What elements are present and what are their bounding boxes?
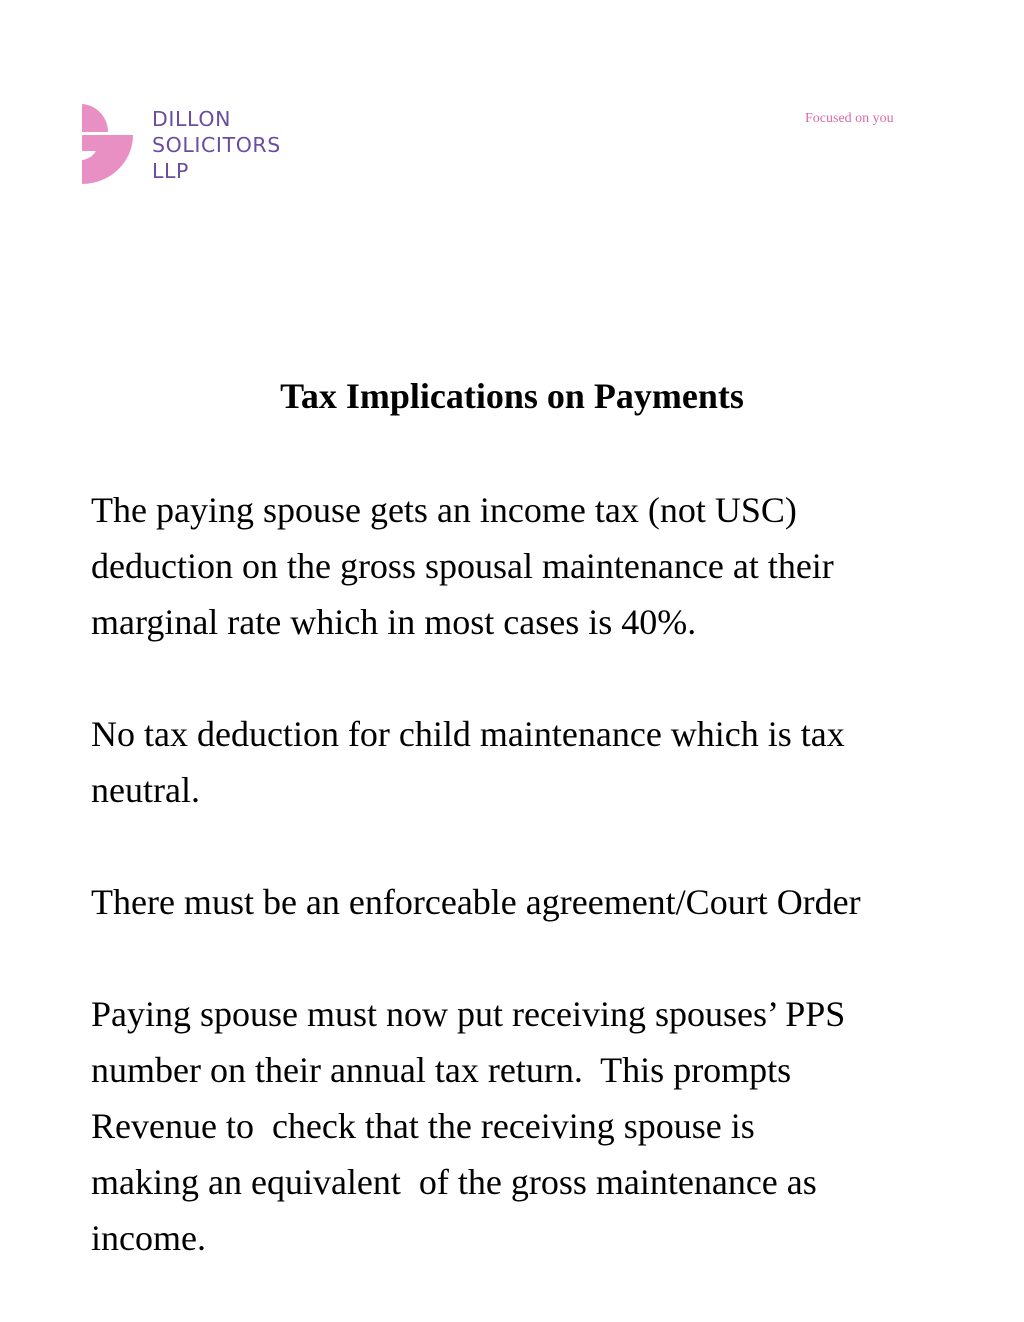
paragraph-line: making an equivalent of the gross maintenance as bbox=[91, 1162, 817, 1202]
paragraph-line: The paying spouse gets an income tax (not USC) bbox=[91, 490, 797, 530]
paragraph-line: There must be an enforceable agreement/Court Order bbox=[91, 882, 861, 922]
paragraph-spousal-deduction bbox=[91, 482, 961, 650]
logo-wordmark bbox=[152, 106, 281, 184]
paragraph-line: Revenue to check that the receiving spouse is bbox=[91, 1106, 755, 1146]
logo-line-3: LLP bbox=[152, 159, 190, 183]
paragraph-line: Paying spouse must now put receiving spouses’ PPS bbox=[91, 994, 846, 1034]
page-title: Tax Implications on Payments bbox=[280, 376, 744, 416]
logo-mark-icon bbox=[82, 104, 138, 184]
paragraph-line: deduction on the gross spousal maintenance at their bbox=[91, 546, 834, 586]
paragraph-line: income. bbox=[91, 1218, 206, 1258]
paragraph-line: neutral. bbox=[91, 770, 200, 810]
logo-line-1: DILLON bbox=[152, 107, 232, 131]
company-logo bbox=[82, 104, 342, 186]
paragraph-line: number on their annual tax return. This prompts bbox=[91, 1050, 792, 1090]
paragraph-line: marginal rate which in most cases is 40%. bbox=[91, 602, 697, 642]
paragraph-line: No tax deduction for child maintenance which is tax bbox=[91, 714, 845, 754]
document-body bbox=[91, 482, 961, 1322]
tagline: Focused on you bbox=[805, 111, 894, 126]
paragraph-child-maintenance bbox=[91, 706, 961, 818]
paragraph-pps-number bbox=[91, 986, 961, 1266]
logo-line-2: SOLICITORS bbox=[152, 133, 281, 157]
paragraph-court-order bbox=[91, 874, 961, 930]
